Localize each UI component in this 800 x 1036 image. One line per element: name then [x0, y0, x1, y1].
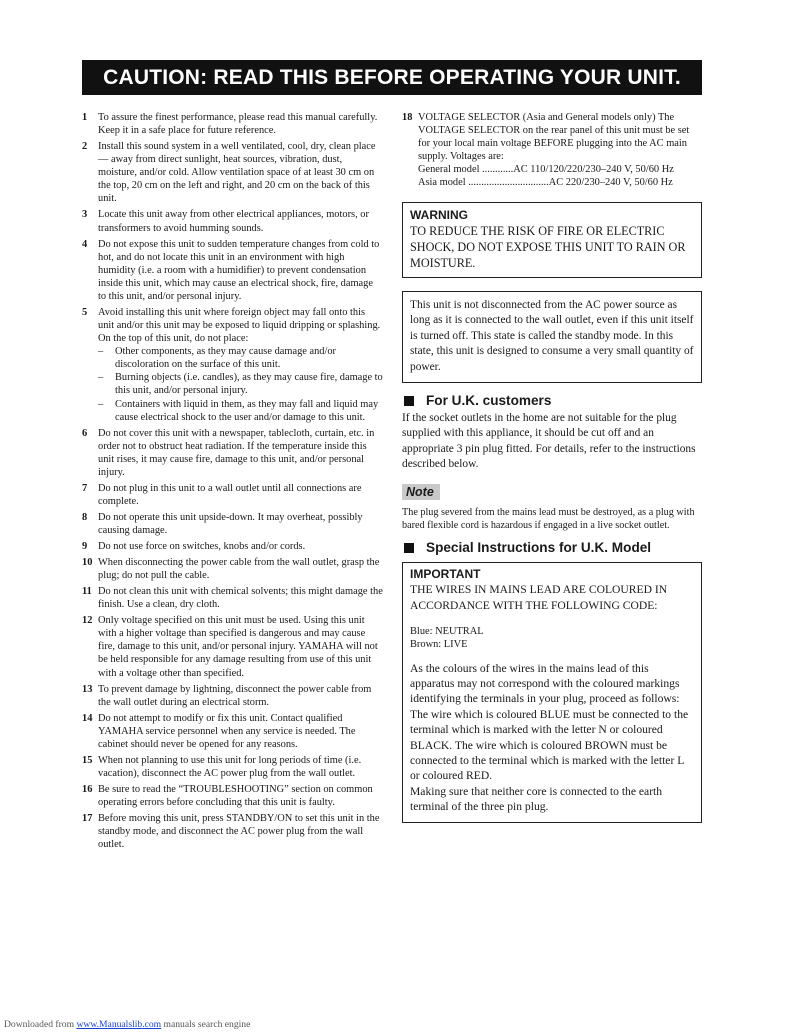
voltage-selector-text: VOLTAGE SELECTOR (Asia and General models only) The VOLTAGE SELECTOR on the rear panel of this unit must be set for your local main voltage BEFORE plugging into the AC main supply. Voltages are:: [418, 112, 690, 163]
list-item-18: [402, 111, 702, 190]
download-footer: [4, 1019, 250, 1030]
item-number: 15: [82, 754, 93, 766]
item-number: 14: [82, 712, 93, 724]
item-number: 13: [82, 683, 93, 695]
list-item-16: [82, 783, 383, 809]
item-number: 6: [82, 427, 88, 439]
list-item-7: [82, 482, 383, 508]
sub-item: [98, 398, 383, 424]
list-item-14: [82, 712, 383, 751]
note-label: Note: [402, 484, 440, 500]
sub-item: [98, 371, 383, 397]
list-item-8: [82, 511, 383, 537]
blue-wire: Blue: NEUTRAL: [410, 626, 484, 638]
asia-model-label: Asia model ...............................: [418, 177, 549, 189]
item-number: 18: [402, 112, 413, 123]
item-text: Do not operate this unit upside-down. It may overheat, possibly causing damage.: [98, 511, 363, 537]
item-text: Install this sound system in a well ventilated, cool, dry, clean place — away from direct sunlight, heat sources, vibration, dust, moisture, and/or cold. Allow ventilation space of at least 30 cm on the top, 20 cm on the left and right, and 20 cm on the back of this unit.: [98, 141, 376, 205]
list-item-11: [82, 585, 383, 611]
item-number: 9: [82, 541, 88, 553]
item-number: 10: [82, 557, 93, 569]
item-text: To assure the finest performance, please read this manual carefully. Keep it in a safe place for future reference.: [98, 112, 378, 137]
voltage-asia-row: [418, 176, 702, 189]
dash-bullet: –: [98, 372, 104, 384]
item-text: When not planning to use this unit for long periods of time (i.e. vacation), disconnect the AC power plug from the wall outlet.: [98, 754, 362, 779]
list-item-6: [82, 427, 383, 479]
sub-item-text: Other components, as they may cause damage and/or discoloration on the surface of this unit.: [115, 346, 337, 371]
list-item-1: [82, 111, 383, 137]
item-text: Do not cover this unit with a newspaper, tablecloth, curtain, etc. in order not to obstruct heat radiation. If the temperature inside this unit rises, it may cause fire, damage to this unit, and/or personal injury.: [98, 427, 375, 478]
general-model-value: AC 110/120/220/230–240 V, 50/60 Hz: [513, 164, 674, 176]
list-item-17: [82, 812, 383, 851]
item-text: Be sure to read the “TROUBLESHOOTING” section on common operating errors before concluding that this unit is faulty.: [98, 783, 373, 808]
wiring-paragraph-2: The wire which is coloured BLUE must be connected to the terminal which is marked with the letter N or coloured BLACK. The wire which is coloured BROWN must be connected to the terminal which is marked with the letter L or coloured RED.: [410, 707, 689, 783]
item-number: 2: [82, 141, 88, 153]
wiring-paragraph-1: As the colours of the wires in the mains lead of this apparatus may not correspond with the coloured markings identifying the terminals in your plug, proceed as follows:: [410, 661, 680, 706]
list-item-12: [82, 614, 383, 679]
item-text: To prevent damage by lightning, disconnect the power cable from the wall outlet during an electrical storm.: [98, 683, 372, 708]
item-text: Locate this unit away from other electrical appliances, motors, or transformers to avoid humming sounds.: [98, 209, 369, 234]
item-text: Avoid installing this unit where foreign object may fall onto this unit and/or this unit may be exposed to liquid dripping or splashing. On the top of this unit, do not place:: [98, 306, 381, 345]
uk-customers-text: If the socket outlets in the home are not suitable for the plug supplied with this appliance, it should be cut off and an appropriate 3 pin plug fitted. For details, refer to the instructions described below.: [402, 411, 696, 471]
list-item-5: [82, 306, 383, 424]
item-text: Do not expose this unit to sudden temperature changes from cold to hot, and do not locate this unit in an environment with high humidity (i.e. a room with a humidifier) to prevent condensation inside this unit, which may cause an electrical shock, fire, damage to this unit, and/or personal injury.: [98, 238, 380, 302]
sub-item-text: Containers with liquid in them, as they may fall and liquid may cause electrical shock to the user and/or damage to this unit.: [115, 398, 379, 423]
item-text: When disconnecting the power cable from the wall outlet, grasp the plug; do not pull the cable.: [98, 557, 380, 582]
item-text: Do not plug in this unit to a wall outlet until all connections are complete.: [98, 482, 362, 507]
square-bullet-icon: [404, 396, 414, 406]
item-number: 16: [82, 783, 93, 795]
asia-model-value: AC 220/230–240 V, 50/60 Hz: [548, 177, 673, 189]
uk-customers-heading-text: For U.K. customers: [426, 392, 552, 408]
item-number: 11: [82, 586, 92, 598]
important-box: [402, 562, 702, 822]
warning-text: TO REDUCE THE RISK OF FIRE OR ELECTRIC SHOCK, DO NOT EXPOSE THIS UNIT TO RAIN OR MOISTURE.: [410, 223, 686, 270]
important-heading: IMPORTANT: [410, 567, 481, 582]
list-item-4: [82, 238, 383, 303]
footer-prefix: Downloaded from: [4, 1019, 77, 1030]
list-item-9: [82, 540, 383, 553]
general-model-label: General model ............: [418, 164, 514, 176]
brown-wire: Brown: LIVE: [410, 639, 468, 651]
item-number: 4: [82, 238, 88, 250]
dash-bullet: –: [98, 346, 104, 358]
wire-colors: [410, 625, 694, 651]
list-item-2: [82, 140, 383, 205]
list-item-13: [82, 683, 383, 709]
item-text: Only voltage specified on this unit must be used. Using this unit with a higher voltage than specified is dangerous and may cause fire, damage to this unit, and/or personal injury. YAMAHA will not be held responsible for any damage resulting from use of this unit with a voltage other than specified.: [98, 615, 378, 679]
sub-item: [98, 345, 383, 371]
list-item-3: [82, 208, 383, 234]
list-item-10: [82, 556, 383, 582]
manualslib-link[interactable]: www.Manualslib.com: [76, 1019, 162, 1030]
item-number: 5: [82, 306, 88, 318]
item-number: 8: [82, 511, 88, 523]
wiring-instructions: [410, 661, 694, 815]
sub-item-text: Burning objects (i.e. candles), as they may cause fire, damage to this unit, and/or personal injury.: [115, 372, 383, 397]
footer-suffix: manuals search engine: [161, 1019, 251, 1030]
right-column: [402, 111, 702, 823]
note-text: The plug severed from the mains lead must be destroyed, as a plug with bared flexible cord is hazardous if engaged in a live socket outlet.: [402, 506, 695, 532]
wire-code-text: THE WIRES IN MAINS LEAD ARE COLOURED IN ACCORDANCE WITH THE FOLLOWING CODE:: [410, 583, 668, 612]
uk-customers-heading: [402, 393, 702, 409]
item-text: Do not clean this unit with chemical solvents; this might damage the finish. Use a clean, dry cloth.: [98, 586, 383, 611]
voltage-general-row: [418, 163, 702, 176]
special-instructions-heading-text: Special Instructions for U.K. Model: [426, 540, 652, 556]
item-number: 1: [82, 112, 88, 123]
item-text: Before moving this unit, press STANDBY/ON to set this unit in the standby mode, and disconnect the AC power plug from the wall outlet.: [98, 812, 380, 851]
item-number: 12: [82, 615, 93, 627]
wiring-paragraph-3: Making sure that neither core is connected to the earth terminal of the three pin plug.: [410, 784, 663, 814]
item-text: Do not attempt to modify or fix this unit. Contact qualified YAMAHA service personnel when any service is needed. The cabinet should never be opened for any reasons.: [98, 712, 356, 750]
warning-box: [402, 202, 702, 278]
list-item-15: [82, 754, 383, 780]
warning-heading: WARNING: [410, 207, 468, 222]
square-bullet-icon: [404, 543, 414, 553]
caution-list-left: [82, 111, 383, 854]
dash-bullet: –: [98, 398, 104, 410]
item-number: 17: [82, 812, 93, 824]
special-instructions-heading: [402, 540, 702, 556]
item-text: Do not use force on switches, knobs and/or cords.: [98, 541, 306, 553]
standby-notice-box: This unit is not disconnected from the AC power source as long as it is connected to the wall outlet, even if this unit itself is turned off. This state is called the standby mode. In this state, this unit is designed to consume a very small quantity of power.: [402, 291, 702, 383]
item-number: 3: [82, 209, 88, 221]
item-number: 7: [82, 482, 88, 494]
page-title: CAUTION: READ THIS BEFORE OPERATING YOUR UNIT.: [82, 60, 702, 95]
